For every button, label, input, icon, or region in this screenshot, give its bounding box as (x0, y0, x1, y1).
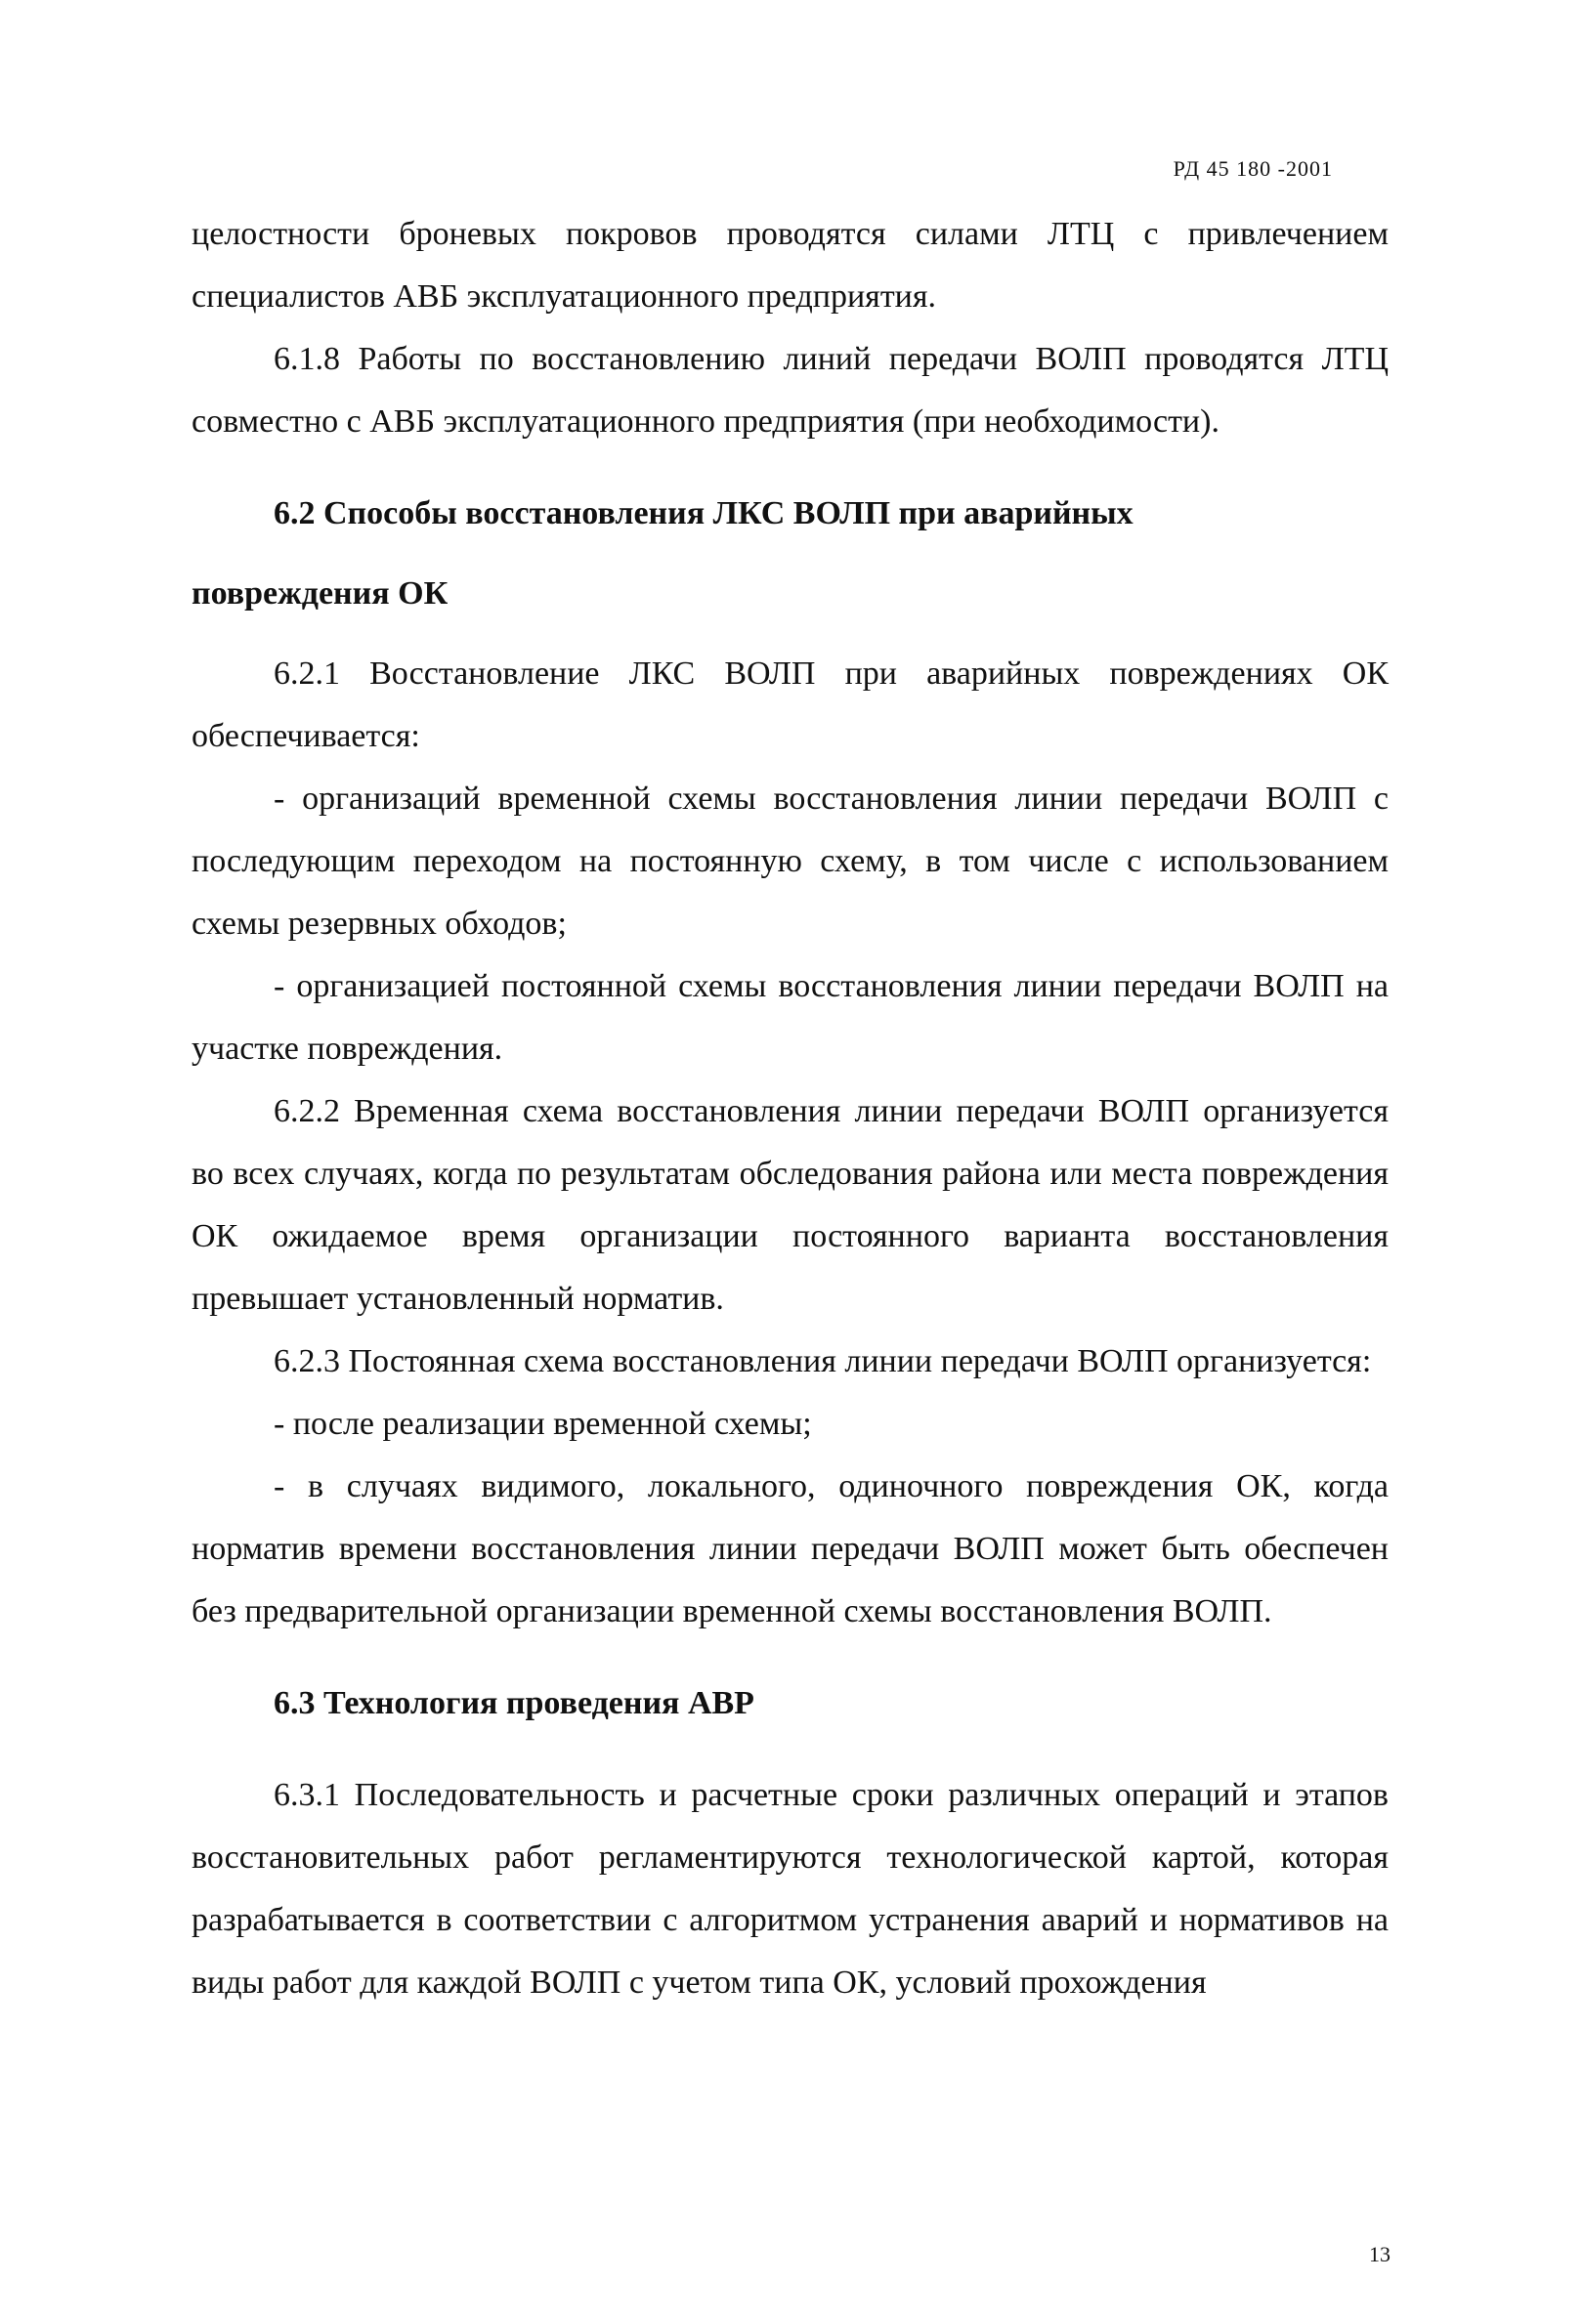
document-code: РД 45 180 -2001 (1173, 156, 1333, 181)
page-number: 13 (1369, 2242, 1390, 2266)
paragraph-continuation: целостности броневых покровов проводятся силами ЛТЦ с привлечением специалистов АВБ эксплуатационного предприятия. (192, 216, 1389, 315)
document-body (192, 203, 1389, 2014)
paragraph-6-2-2: 6.2.2 Временная схема восстановления линии передачи ВОЛП организуется во всех случаях, когда по результатам обследования района или места повреждения ОК ожидаемое время организации постоянного варианта восстановления превышает установленный норматив. (192, 1093, 1389, 1317)
paragraph-6-2-1: 6.2.1 Восстановление ЛКС ВОЛП при аварийных повреждениях ОК обеспечивается: (192, 655, 1389, 754)
paragraph-6-1-8: 6.1.8 Работы по восстановлению линий передачи ВОЛП проводятся ЛТЦ совместно с АВБ эксплуатационного предприятия (при необходимости). (192, 341, 1389, 440)
list-item-permanent-scheme: - организацией постоянной схемы восстановления линии передачи ВОЛП на участке повреждения. (192, 968, 1389, 1067)
list-item-after-temporary: - после реализации временной схемы; (274, 1406, 812, 1442)
section-heading-6-2-line2: повреждения ОК (192, 575, 449, 612)
list-item-temporary-scheme: - организаций временной схемы восстановления линии передачи ВОЛП с последующим переходом на постоянную схему, в том числе с использованием схемы резервных обходов; (192, 781, 1389, 942)
section-heading-6-3: 6.3 Технология проведения АВР (274, 1685, 754, 1721)
section-heading-6-2-line1: 6.2 Способы восстановления ЛКС ВОЛП при аварийных (274, 495, 1134, 531)
list-item-visible-damage: - в случаях видимого, локального, одиночного повреждения ОК, когда норматив времени восстановления линии передачи ВОЛП может быть обеспечен без предварительной организации временной схемы восстановления ВОЛП. (192, 1468, 1389, 1629)
paragraph-6-3-1: 6.3.1 Последовательность и расчетные сроки различных операций и этапов восстановительных работ регламентируются технологической картой, которая разрабатывается в соответствии с алгоритмом устранения аварий и нормативов на виды работ для каждой ВОЛП с учетом типа ОК, условий прохождения (192, 1777, 1389, 2001)
paragraph-6-2-3: 6.2.3 Постоянная схема восстановления линии передачи ВОЛП организуется: (274, 1343, 1372, 1379)
